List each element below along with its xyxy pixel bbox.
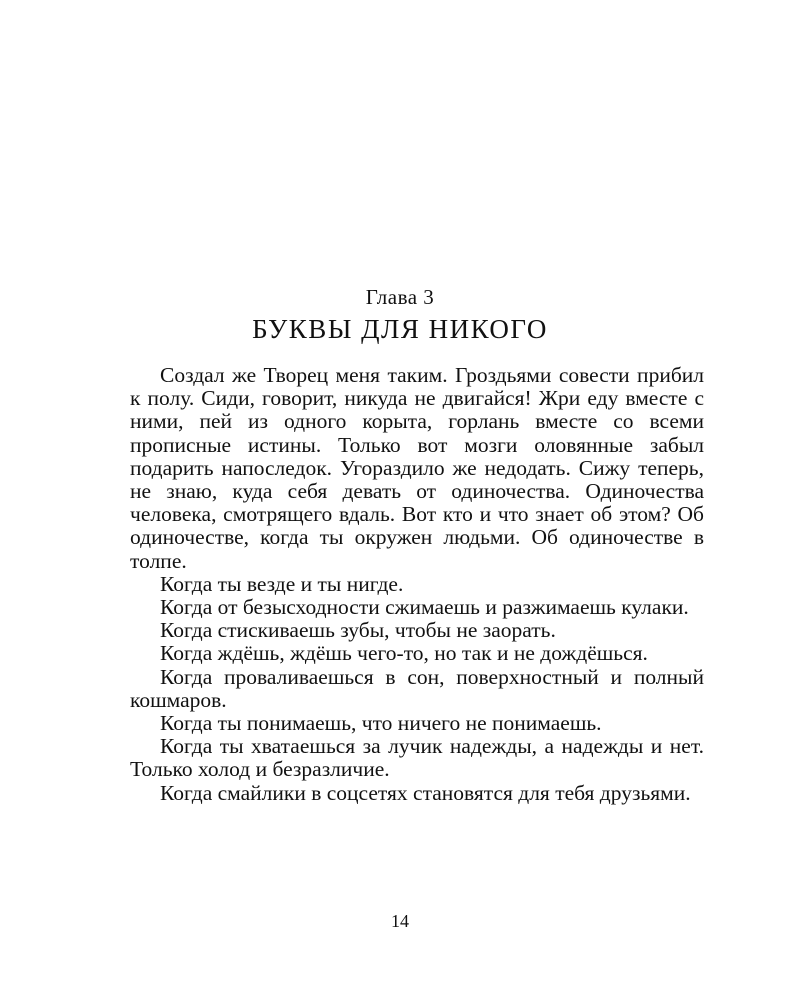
paragraph: Когда ты понимаешь, что ничего не понимаешь. (160, 711, 602, 736)
paragraph: Когда проваливаешься в сон, поверхностный и полный кошмаров. (130, 664, 704, 712)
chapter-text (130, 364, 704, 805)
chapter-title: БУКВЫ ДЛЯ НИКОГО (252, 314, 548, 344)
paragraph: Когда ты хватаешься за лучик надежды, а надежды и нет. Только холод и безразличие. (130, 734, 704, 782)
chapter-label: Глава 3 (365, 285, 435, 309)
paragraph: Когда стискиваешь зубы, чтобы не заорать. (160, 618, 556, 643)
paragraph: Когда смайлики в соцсетях становятся для тебя друзьями. (160, 780, 691, 805)
page-number: 14 (391, 911, 409, 931)
paragraph: Когда ты везде и ты нигде. (160, 571, 404, 596)
paragraph: Когда ждёшь, ждёшь чего-то, но так и не дождёшься. (160, 641, 648, 666)
paragraph: Когда от безысходности сжимаешь и разжимаешь кулаки. (160, 595, 689, 620)
paragraph: Создал же Творец меня таким. Гроздьями совести прибил к полу. Сиди, говорит, никуда не двигайся! Жри еду вместе с ними, пей из одного корыта, горлань вместе со всеми прописные истины. Только вот мозги оловянные забыл подарить напоследок. Угораздило же недодать. Сижу теперь, не знаю, куда себя девать от одиночества. Одиночества человека, смотрящего вдаль. Вот кто и что знает об этом? Об одиночестве, когда ты окружен людьми. Об одиночестве в толпе. (130, 363, 704, 573)
